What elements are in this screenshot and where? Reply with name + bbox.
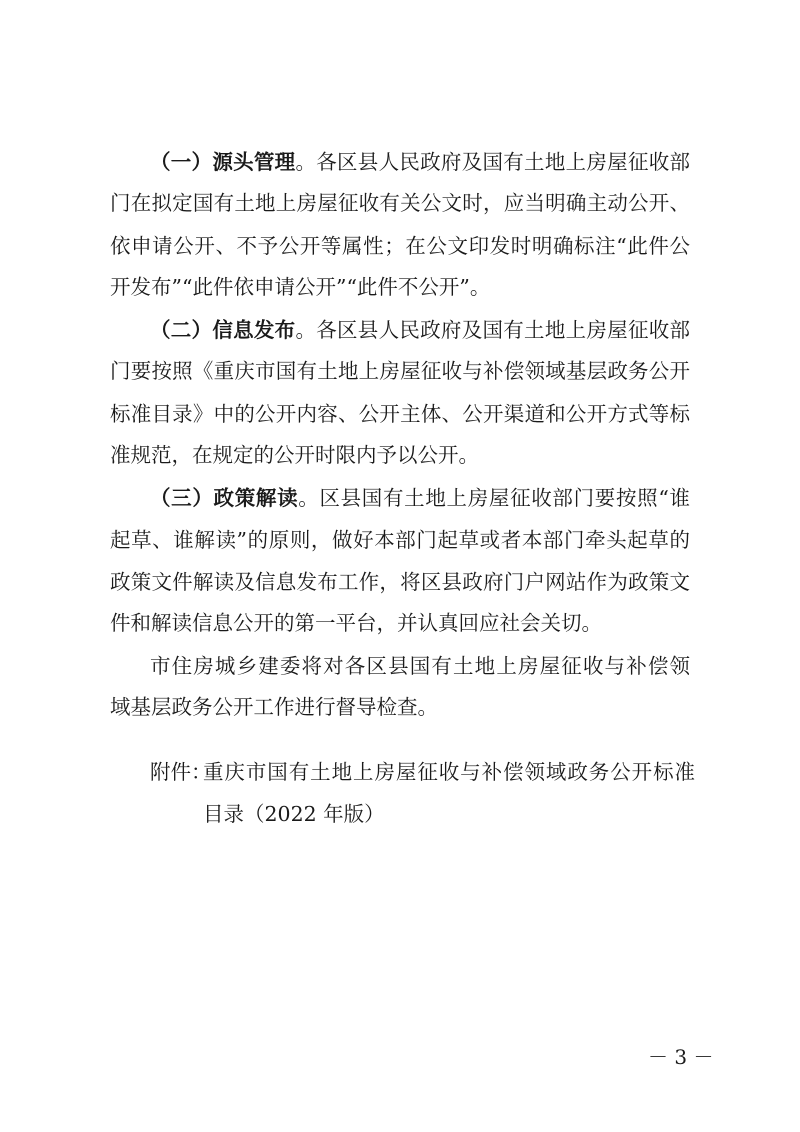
section-3-text: 。区县国有土地上房屋征收部门要按照“谁 bbox=[298, 486, 690, 510]
section-2-heading: （二）信息发布 bbox=[150, 318, 296, 342]
section-2-text: 。各区县人民政府及国有土地上房屋征收部 bbox=[295, 318, 691, 342]
closing-line-2: 域基层政务公开工作进行督导检查。 bbox=[110, 695, 438, 719]
section-1-line-3: 依申请公开、不予公开等属性；在公文印发时明确标注“此件公 bbox=[110, 234, 690, 258]
attachment-line-1: 重庆市国有土地上房屋征收与补偿领域政务公开标准 bbox=[203, 760, 695, 784]
section-3-heading: （三）政策解读 bbox=[150, 486, 299, 510]
closing-line-1: 市住房城乡建委将对各区县国有土地上房屋征收与补偿领 bbox=[150, 654, 690, 678]
attachment-line-2: 目录（2022 年版） bbox=[203, 802, 385, 826]
section-3-line-3: 政策文件解读及信息发布工作，将区县政府门户网站作为政策文 bbox=[110, 570, 690, 594]
section-3-first-line bbox=[150, 478, 690, 518]
section-2-first-line bbox=[150, 310, 690, 350]
section-1-first-line bbox=[150, 142, 690, 182]
page-number: － 3 － bbox=[648, 1045, 714, 1069]
section-3-line-4: 件和解读信息公开的第一平台，并认真回应社会关切。 bbox=[110, 611, 602, 635]
section-2-line-3: 标准目录》中的公开内容、公开主体、公开渠道和公开方式等标 bbox=[110, 402, 690, 426]
section-1-line-2: 门在拟定国有土地上房屋征收有关公文时，应当明确主动公开、 bbox=[110, 191, 690, 215]
section-1-text: 。各区县人民政府及国有土地上房屋征收部 bbox=[295, 150, 691, 174]
section-3-line-2: 起草、谁解读”的原则，做好本部门起草或者本部门牵头起草的 bbox=[110, 528, 690, 552]
attachment-label: 附件： bbox=[150, 760, 212, 784]
section-2-line-2: 门要按照《重庆市国有土地上房屋征收与补偿领域基层政务公开 bbox=[110, 359, 690, 383]
section-1-line-4: 开发布”“此件依申请公开”“此件不公开”。 bbox=[110, 275, 491, 299]
section-2-line-4: 准规范，在规定的公开时限内予以公开。 bbox=[110, 443, 479, 467]
section-1-heading: （一）源头管理 bbox=[150, 150, 296, 174]
